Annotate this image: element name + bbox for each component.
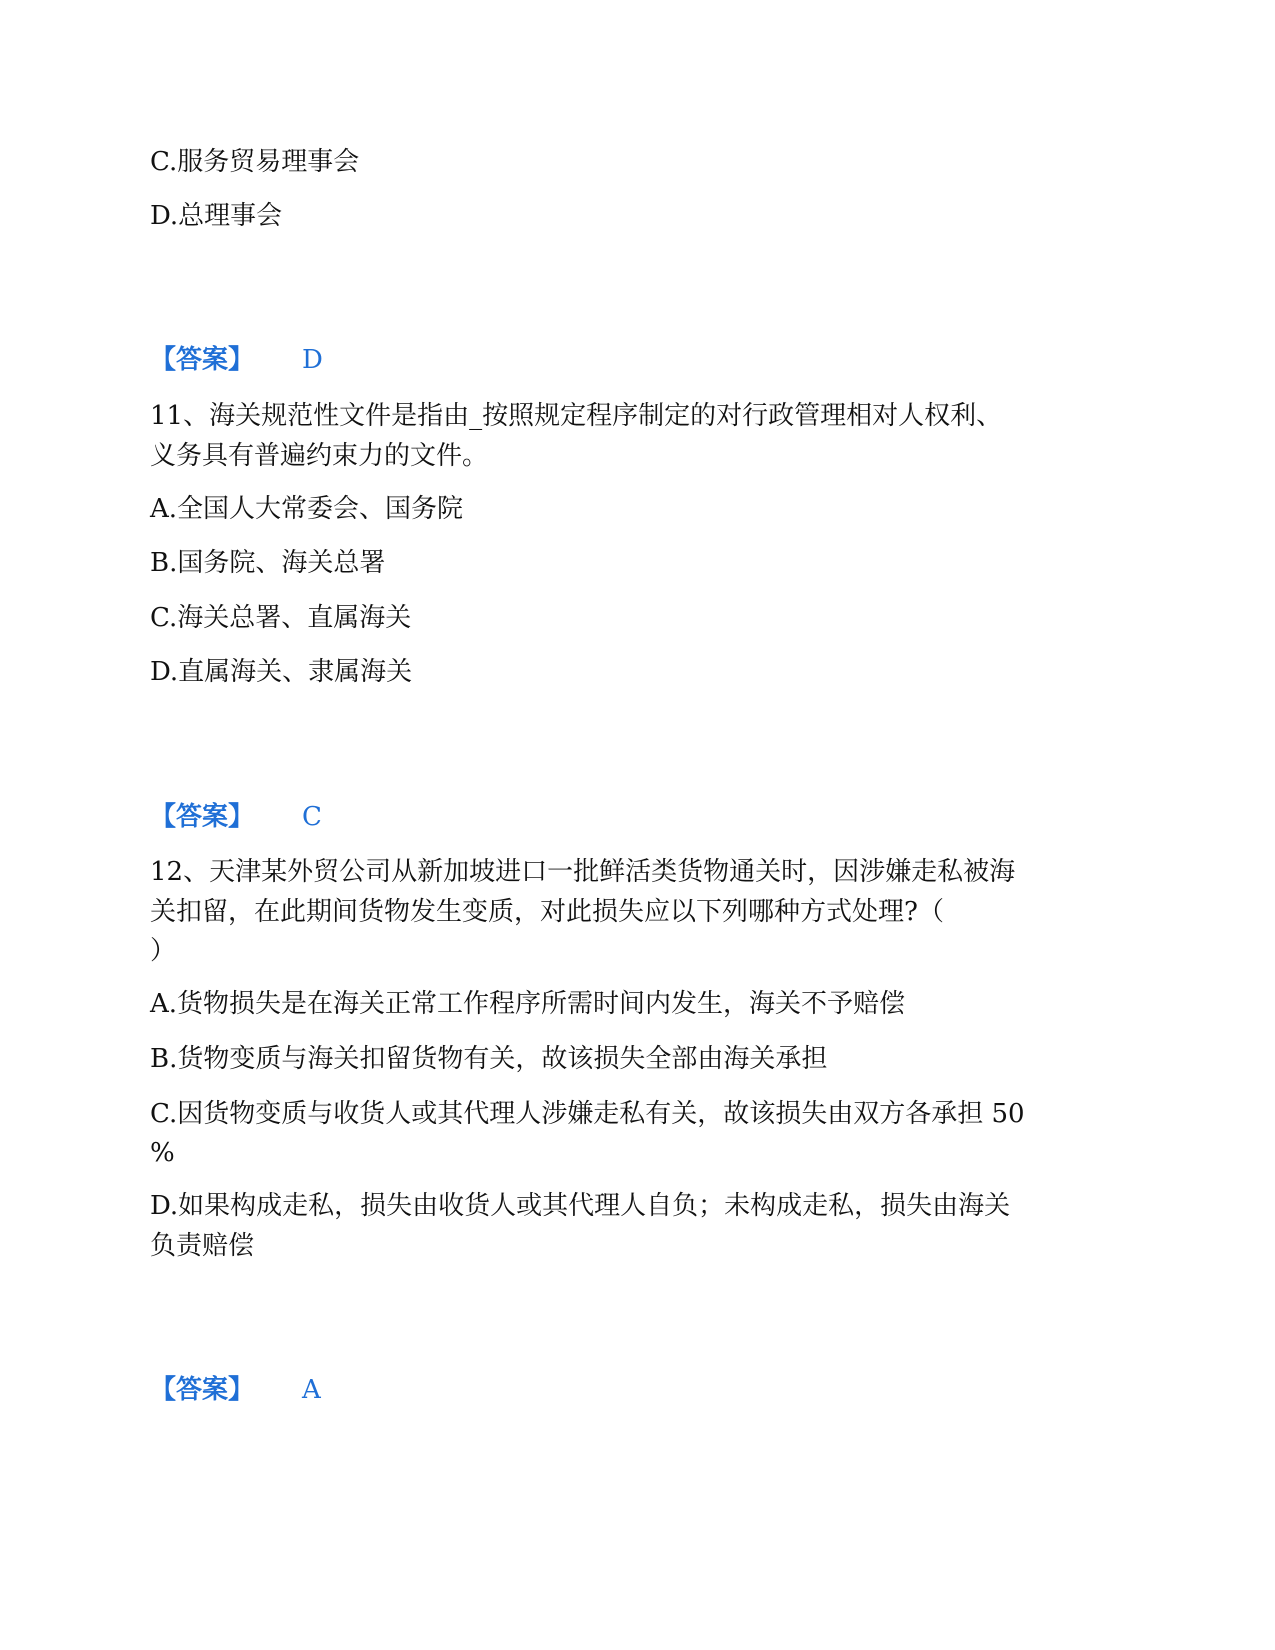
answer-value: C — [302, 802, 322, 832]
q12-option-b: B.货物变质与海关扣留货物有关，故该损失全部由海关承担 — [150, 1044, 828, 1074]
q10-answer — [150, 340, 323, 380]
q10-option-c: C.服务贸易理事会 — [150, 147, 360, 177]
answer-value: D — [302, 345, 323, 375]
q12-option-d-line2: 负责赔偿 — [150, 1231, 255, 1261]
q11-option-a: A.全国人大常委会、国务院 — [150, 494, 464, 524]
q12-stem-line2: 关扣留，在此期间货物发生变质，对此损失应以下列哪种方式处理?（ — [150, 897, 944, 927]
q12-option-d-line1: D.如果构成走私，损失由收货人或其代理人自负；未构成走私，损失由海关 — [150, 1191, 1011, 1221]
q11-answer — [150, 797, 322, 837]
q12-option-a: A.货物损失是在海关正常工作程序所需时间内发生，海关不予赔偿 — [150, 989, 906, 1019]
q11-option-d: D.直属海关、隶属海关 — [150, 657, 413, 687]
answer-label: 【答案】 — [150, 345, 255, 375]
q11-stem-line2: 义务具有普遍约束力的文件。 — [150, 441, 489, 471]
q11-option-b: B.国务院、海关总署 — [150, 548, 386, 578]
answer-label: 【答案】 — [150, 1375, 255, 1405]
q12-answer — [150, 1370, 321, 1410]
q12-option-c-line1: C.因货物变质与收货人或其代理人涉嫌走私有关，故该损失由双方各承担 50 — [150, 1099, 1025, 1129]
q12-stem-line3: ） — [150, 936, 177, 966]
answer-label: 【答案】 — [150, 802, 255, 832]
q11-option-c: C.海关总署、直属海关 — [150, 603, 412, 633]
q10-option-d: D.总理事会 — [150, 201, 283, 231]
q11-stem-line1: 11、海关规范性文件是指由_按照规定程序制定的对行政管理相对人权利、 — [150, 401, 1003, 431]
answer-value: A — [302, 1375, 321, 1405]
q12-option-c-line2: % — [150, 1138, 175, 1168]
q12-stem-line1: 12、天津某外贸公司从新加坡进口一批鲜活类货物通关时，因涉嫌走私被海 — [150, 857, 1016, 887]
